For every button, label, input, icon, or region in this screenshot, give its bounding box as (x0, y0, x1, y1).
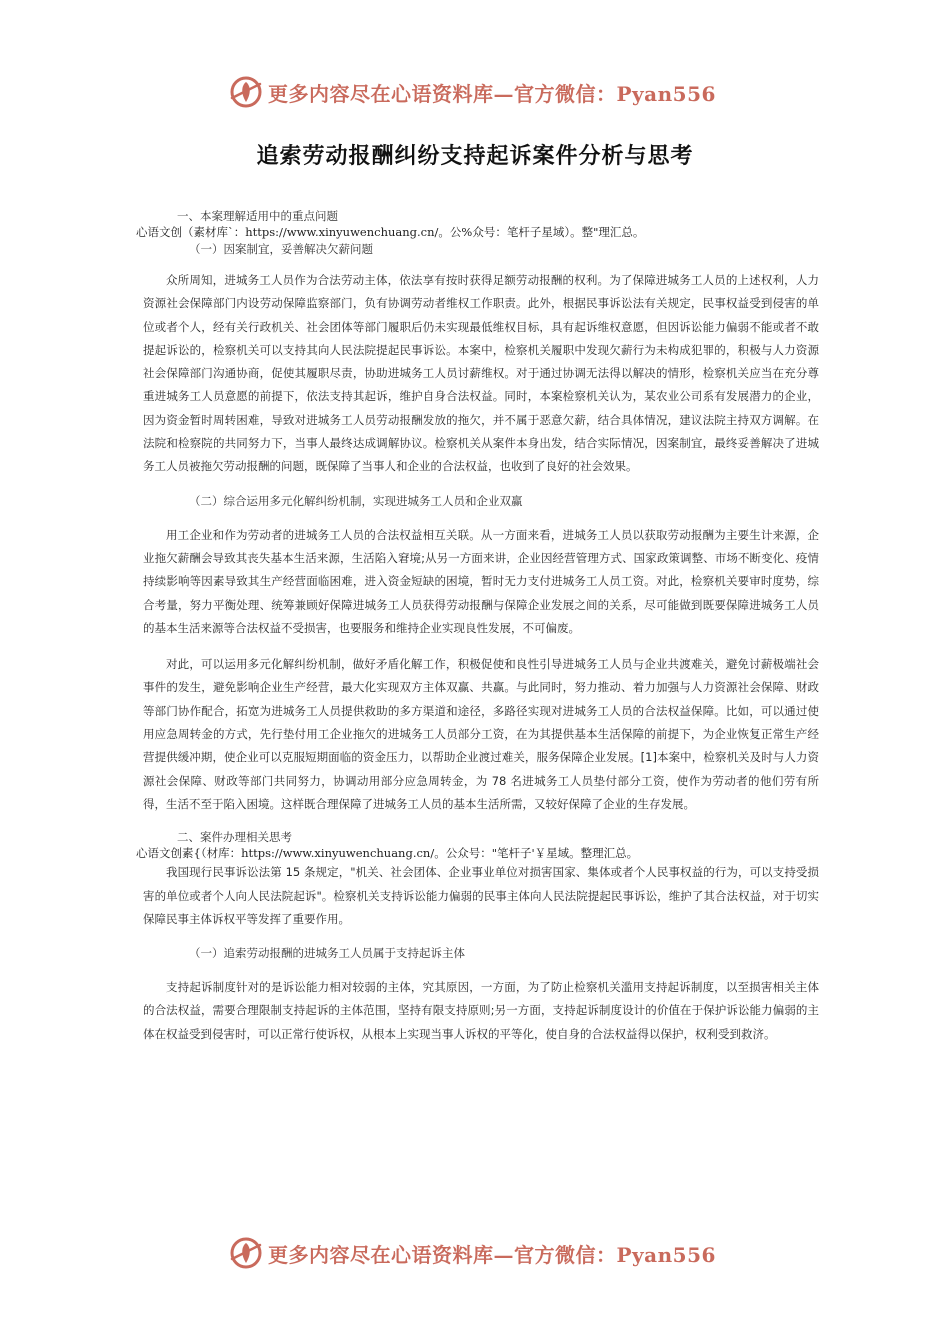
brand-logo-icon (226, 1233, 266, 1273)
section-heading: 一、本案理解适用中的重点问题 (177, 209, 338, 223)
section-heading: 二、案件办理相关思考 (177, 830, 292, 845)
paragraph: 众所周知，进城务工人员作为合法劳动主体，依法享有按时获得足额劳动报酬的权利。为了保障进城务工人员的上述权利，人力资源社会保障部门内设劳动保障监察部门，负有协调劳动者维权工作职责。此外，根据民事诉讼法有关规定，民事权益受到侵害的单位或者个人，经有关行政机关、社会团体等部门履职后仍未实现最低维权目标，具有起诉维权意愿，但因诉讼能力偏弱不能或者不敢提起诉讼的，检察机关可以支持其向人民法院提起民事诉讼。本案中，检察机关履职中发现欠薪行为未构成犯罪的，积极与人力资源社会保障部门沟通协商，促使其履职尽责，协助进城务工人员讨薪维权。对于通过协调无法得以解决的情形，检察机关应当在充分尊重进城务工人员意愿的前提下，依法支持其起诉，维护自身合法权益。同时，本案检察机关认为，某农业公司系有发展潜力的企业，因为资金暂时周转困难，导致对进城务工人员劳动报酬发放的拖欠，并不属于恶意欠薪，结合具体情况，建议法院主持双方调解。在法院和检察院的共同努力下，当事人最终达成调解协议。检察机关从案件本身出发，结合实际情况，因案制宜，最终妥善解决了进城务工人员被拖欠劳动报酬的问题，既保障了当事人和企业的合法权益，也收到了良好的社会效果。 (143, 273, 819, 474)
paragraph: 对此，可以运用多元化解纠纷机制，做好矛盾化解工作，积极促使和良性引导进城务工人员与企业共渡难关，避免讨薪极端社会事件的发生，避免影响企业生产经营，最大化实现双方主体双赢、共赢。与此同时，努力推动、着力加强与人力资源社会保障、财政等部门协作配合，拓宽为进城务工人员提供救助的多方渠道和途径，多路径实现对进城务工人员的合法权益保障。比如，可以通过使用应急周转金的方式，先行垫付用工企业拖欠的进城务工人员部分工资，在为其提供基本生活保障的前提下，为企业恢复正常生产经营提供缓冲期，使企业可以克服短期面临的资金压力，以帮助企业渡过难关，服务保障企业发展。[1]本案中，检察机关及时与人力资源社会保障、财政等部门共同努力，协调动用部分应急周转金，为 78 名进城务工人员垫付部分工资，使作为劳动者的他们劳有所得，生活不至于陷入困境。这样既合理保障了进城务工人员的基本生活所需，又较好保障了企业的生存发展。 (143, 657, 819, 811)
watermark-line: 心语文创素{（材库：https://www.xinyuwenchuang.cn/。公众号："笔杆子'￥星域。整理汇总。 (136, 846, 639, 861)
subsection-heading: （二）综合运用多元化解纠纷机制，实现进城务工人员和企业双赢 (189, 493, 523, 508)
banner-text: 更多内容尽在心语资料库—官方微信：Pyan556 (268, 81, 716, 106)
subsection-heading: （一）因案制宜，妥善解决欠薪问题 (189, 242, 373, 256)
paragraph: 我国现行民事诉讼法第 15 条规定，"机关、社会团体、企业事业单位对损害国家、集体或者个人民事权益的行为，可以支持受损害的单位或者个人向人民法院起诉"。检察机关支持诉讼能力偏弱的民事主体向人民法院提起民事诉讼，维护了其合法权益，对于切实保障民事主体诉权平等发挥了重要作用。 (143, 865, 819, 926)
header-banner (226, 72, 746, 112)
document-title: 追索劳动报酬纠纷支持起诉案件分析与思考 (256, 144, 694, 169)
banner-text: 更多内容尽在心语资料库—官方微信：Pyan556 (268, 1242, 716, 1267)
footer-banner (226, 1233, 746, 1273)
document-body (136, 208, 819, 1046)
paragraph: 支持起诉制度针对的是诉讼能力相对较弱的主体，究其原因，一方面，为了防止检察机关滥用支持起诉制度，以至损害相关主体的合法权益，需要合理限制支持起诉的主体范围，坚持有限支持原则;另一方面，支持起诉制度设计的价值在于保护诉讼能力偏弱的主体在权益受到侵害时，可以正常行使诉权，从根本上实现当事人诉权的平等化，使自身的合法权益得以保护，权利受到救济。 (143, 980, 819, 1041)
subsection-heading: （一）追索劳动报酬的进城务工人员属于支持起诉主体 (189, 946, 465, 961)
paragraph: 用工企业和作为劳动者的进城务工人员的合法权益相互关联。从一方面来看，进城务工人员以获取劳动报酬为主要生计来源，企业拖欠薪酬会导致其丧失基本生活来源，生活陷入窘境;从另一方面来讲，企业因经营管理方式、国家政策调整、市场不断变化、疫情持续影响等因素导致其生产经营面临困难，进入资金短缺的困境，暂时无力支付进城务工人员工资。对此，检察机关要审时度势，综合考量，努力平衡处理、统筹兼顾好保障进城务工人员获得劳动报酬与保障企业发展之间的关系，尽可能做到既要保障进城务工人员的基本生活来源等合法权益不受损害，也要服务和维持企业实现良性发展，不可偏废。 (143, 527, 819, 635)
watermark-line: 心语文创（素材库`：https://www.xinyuwenchuang.cn/。公%众号：笔杆子星域）。整"理汇总。 (136, 225, 645, 239)
brand-logo-icon (226, 72, 266, 112)
